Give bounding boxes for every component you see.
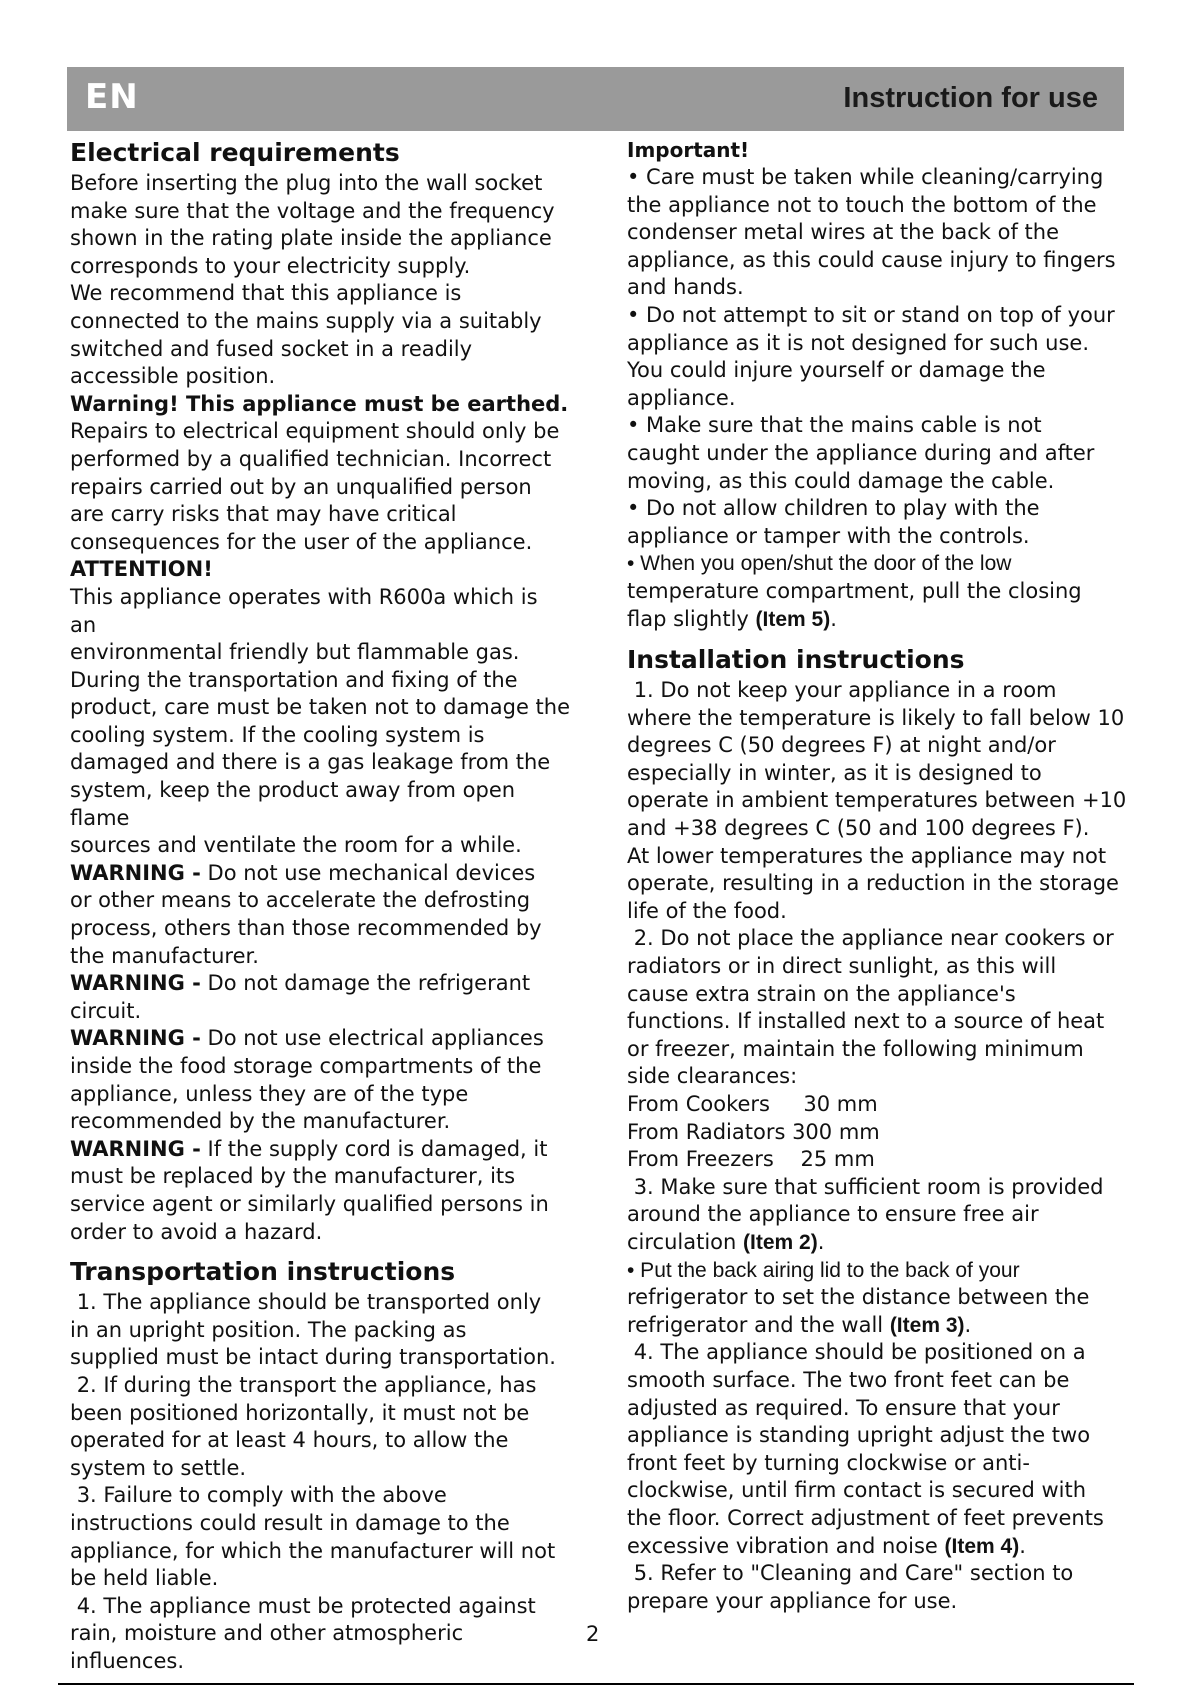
item-ref: (Item 5) bbox=[755, 607, 831, 631]
bullet-care: • Care must be taken while cleaning/carrying the appliance not to touch the bottom of the condenser metal wires at the back of the appliance, as this could cause injury to fingers and hands. bbox=[627, 165, 1116, 300]
warning-earthed: Warning! This appliance must be earthed. bbox=[70, 391, 569, 416]
warning-label: WARNING - bbox=[70, 860, 201, 885]
bullet-airing-lid: • Put the back airing lid to the back of your refrigerator to set the distance between the refrigerator and the wall (Item 3). bbox=[627, 1258, 1090, 1337]
language-code: EN bbox=[85, 77, 139, 117]
install-item-4: 4. The appliance should be positioned on a smooth surface. The two front feet can be adjusted as required. To ensure that your appliance is standing upright adjust the two front feet by turning clockwise or anti- clockwise, until firm contact is secured with the floor. Correct adjustment of feet prevents excessive vibration and noise (Item 4). bbox=[627, 1340, 1104, 1558]
bullet-children: • Do not allow children to play with the appliance or tamper with the controls. bbox=[627, 496, 1040, 548]
important-label: Important! bbox=[627, 138, 750, 162]
attention-paragraph: This appliance operates with R600a which is an environmental friendly but flammable gas. During the transportation and fixing of the product, care must be taken not to damage the cooling system. If the cooling system is damaged and there is a gas leakage from the system, keep the product away from open flame sources and ventilate the room for a while. bbox=[70, 584, 571, 858]
item-ref: (Item 3) bbox=[889, 1313, 965, 1337]
transport-item-4: 4. The appliance must be protected against rain, moisture and other atmospheric influences. bbox=[70, 1593, 536, 1673]
attention-label: ATTENTION! bbox=[70, 557, 213, 582]
warning-4: WARNING - If the supply cord is damaged, it must be replaced by the manufacturer, its service agent or similarly qualified persons in order to avoid a hazard. bbox=[70, 1136, 549, 1244]
left-column bbox=[70, 136, 570, 1675]
warning-2: WARNING - Do not damage the refrigerant circuit. bbox=[70, 971, 531, 1023]
document-title: Instruction for use bbox=[843, 82, 1098, 114]
section-heading-transport: Transportation instructions bbox=[70, 1257, 456, 1287]
item-ref: (Item 2) bbox=[743, 1230, 818, 1254]
page-number: 2 bbox=[586, 1622, 600, 1646]
warning-label: WARNING - bbox=[70, 971, 201, 996]
warning-1: WARNING - Do not use mechanical devices or other means to accelerate the defrosting process, others than those recommended by the manufacturer. bbox=[70, 860, 542, 968]
header-bar bbox=[67, 67, 1124, 131]
transport-item-3: 3. Failure to comply with the above instructions could result in damage to the appliance, for which the manufacturer will not be held liable. bbox=[70, 1483, 556, 1591]
transport-item-1: 1. The appliance should be transported only in an upright position. The packing as supplied must be intact during transportation. bbox=[70, 1290, 556, 1370]
bullet-closing-flap: • When you open/shut the door of the low temperature compartment, pull the closing flap slightly (Item 5). bbox=[627, 552, 1082, 631]
bullet-mains-cable: • Make sure that the mains cable is not caught under the appliance during and after moving, as this could damage the cable. bbox=[627, 413, 1095, 493]
install-item-5: 5. Refer to "Cleaning and Care" section to prepare your appliance for use. bbox=[627, 1561, 1074, 1613]
install-item-3: 3. Make sure that sufficient room is provided around the appliance to ensure free air circulation (Item 2). bbox=[627, 1174, 1104, 1254]
right-column bbox=[627, 136, 1127, 1615]
bullet-sit-stand: • Do not attempt to sit or stand on top of your appliance as it is not designed for such use. You could injure yourself or damage the appliance. bbox=[627, 302, 1115, 410]
section-heading-installation: Installation instructions bbox=[627, 645, 965, 675]
warning-label: WARNING - bbox=[70, 1026, 201, 1051]
warning-label: WARNING - bbox=[70, 1136, 201, 1161]
install-item-1: 1. Do not keep your appliance in a room where the temperature is likely to fall below 10 degrees C (50 degrees F) at night and/or especially in winter, as it is designed to operate in ambient temperatures between +10 and +38 degrees C (50 and 100 degrees F). At lower temperatures the appliance may not operate, resulting in a reduction in the storage life of the food. bbox=[627, 678, 1127, 923]
item-ref: (Item 4) bbox=[944, 1534, 1020, 1558]
warning-3: WARNING - Do not use electrical appliances inside the food storage compartments of the appliance, unless they are of the type recommended by the manufacturer. bbox=[70, 1026, 544, 1134]
electrical-paragraph: Before inserting the plug into the wall socket make sure that the voltage and the frequency shown in the rating plate inside the appliance corresponds to your electricity supply. We recommend that this appliance is connected to the mains supply via a suitably switched and fused socket in a readily accessible position. bbox=[70, 171, 555, 389]
install-item-2: 2. Do not place the appliance near cookers or radiators or in direct sunlight, as this will cause extra strain on the appliance's functions. If installed next to a source of heat or freezer, maintain the following minimum side clearances: From Cookers 30 mm From Radiators 300 mm From Freezers 25 mm bbox=[627, 926, 1114, 1172]
section-heading-electrical: Electrical requirements bbox=[70, 138, 400, 167]
repairs-paragraph: Repairs to electrical equipment should only be performed by a qualified technician. Incorrect repairs carried out by an unqualified person are carry risks that may have critical consequences for the user of the appliance. bbox=[70, 419, 560, 554]
transport-item-2: 2. If during the transport the appliance, has been positioned horizontally, it must not be operated for at least 4 hours, to allow the system to settle. bbox=[70, 1372, 537, 1480]
